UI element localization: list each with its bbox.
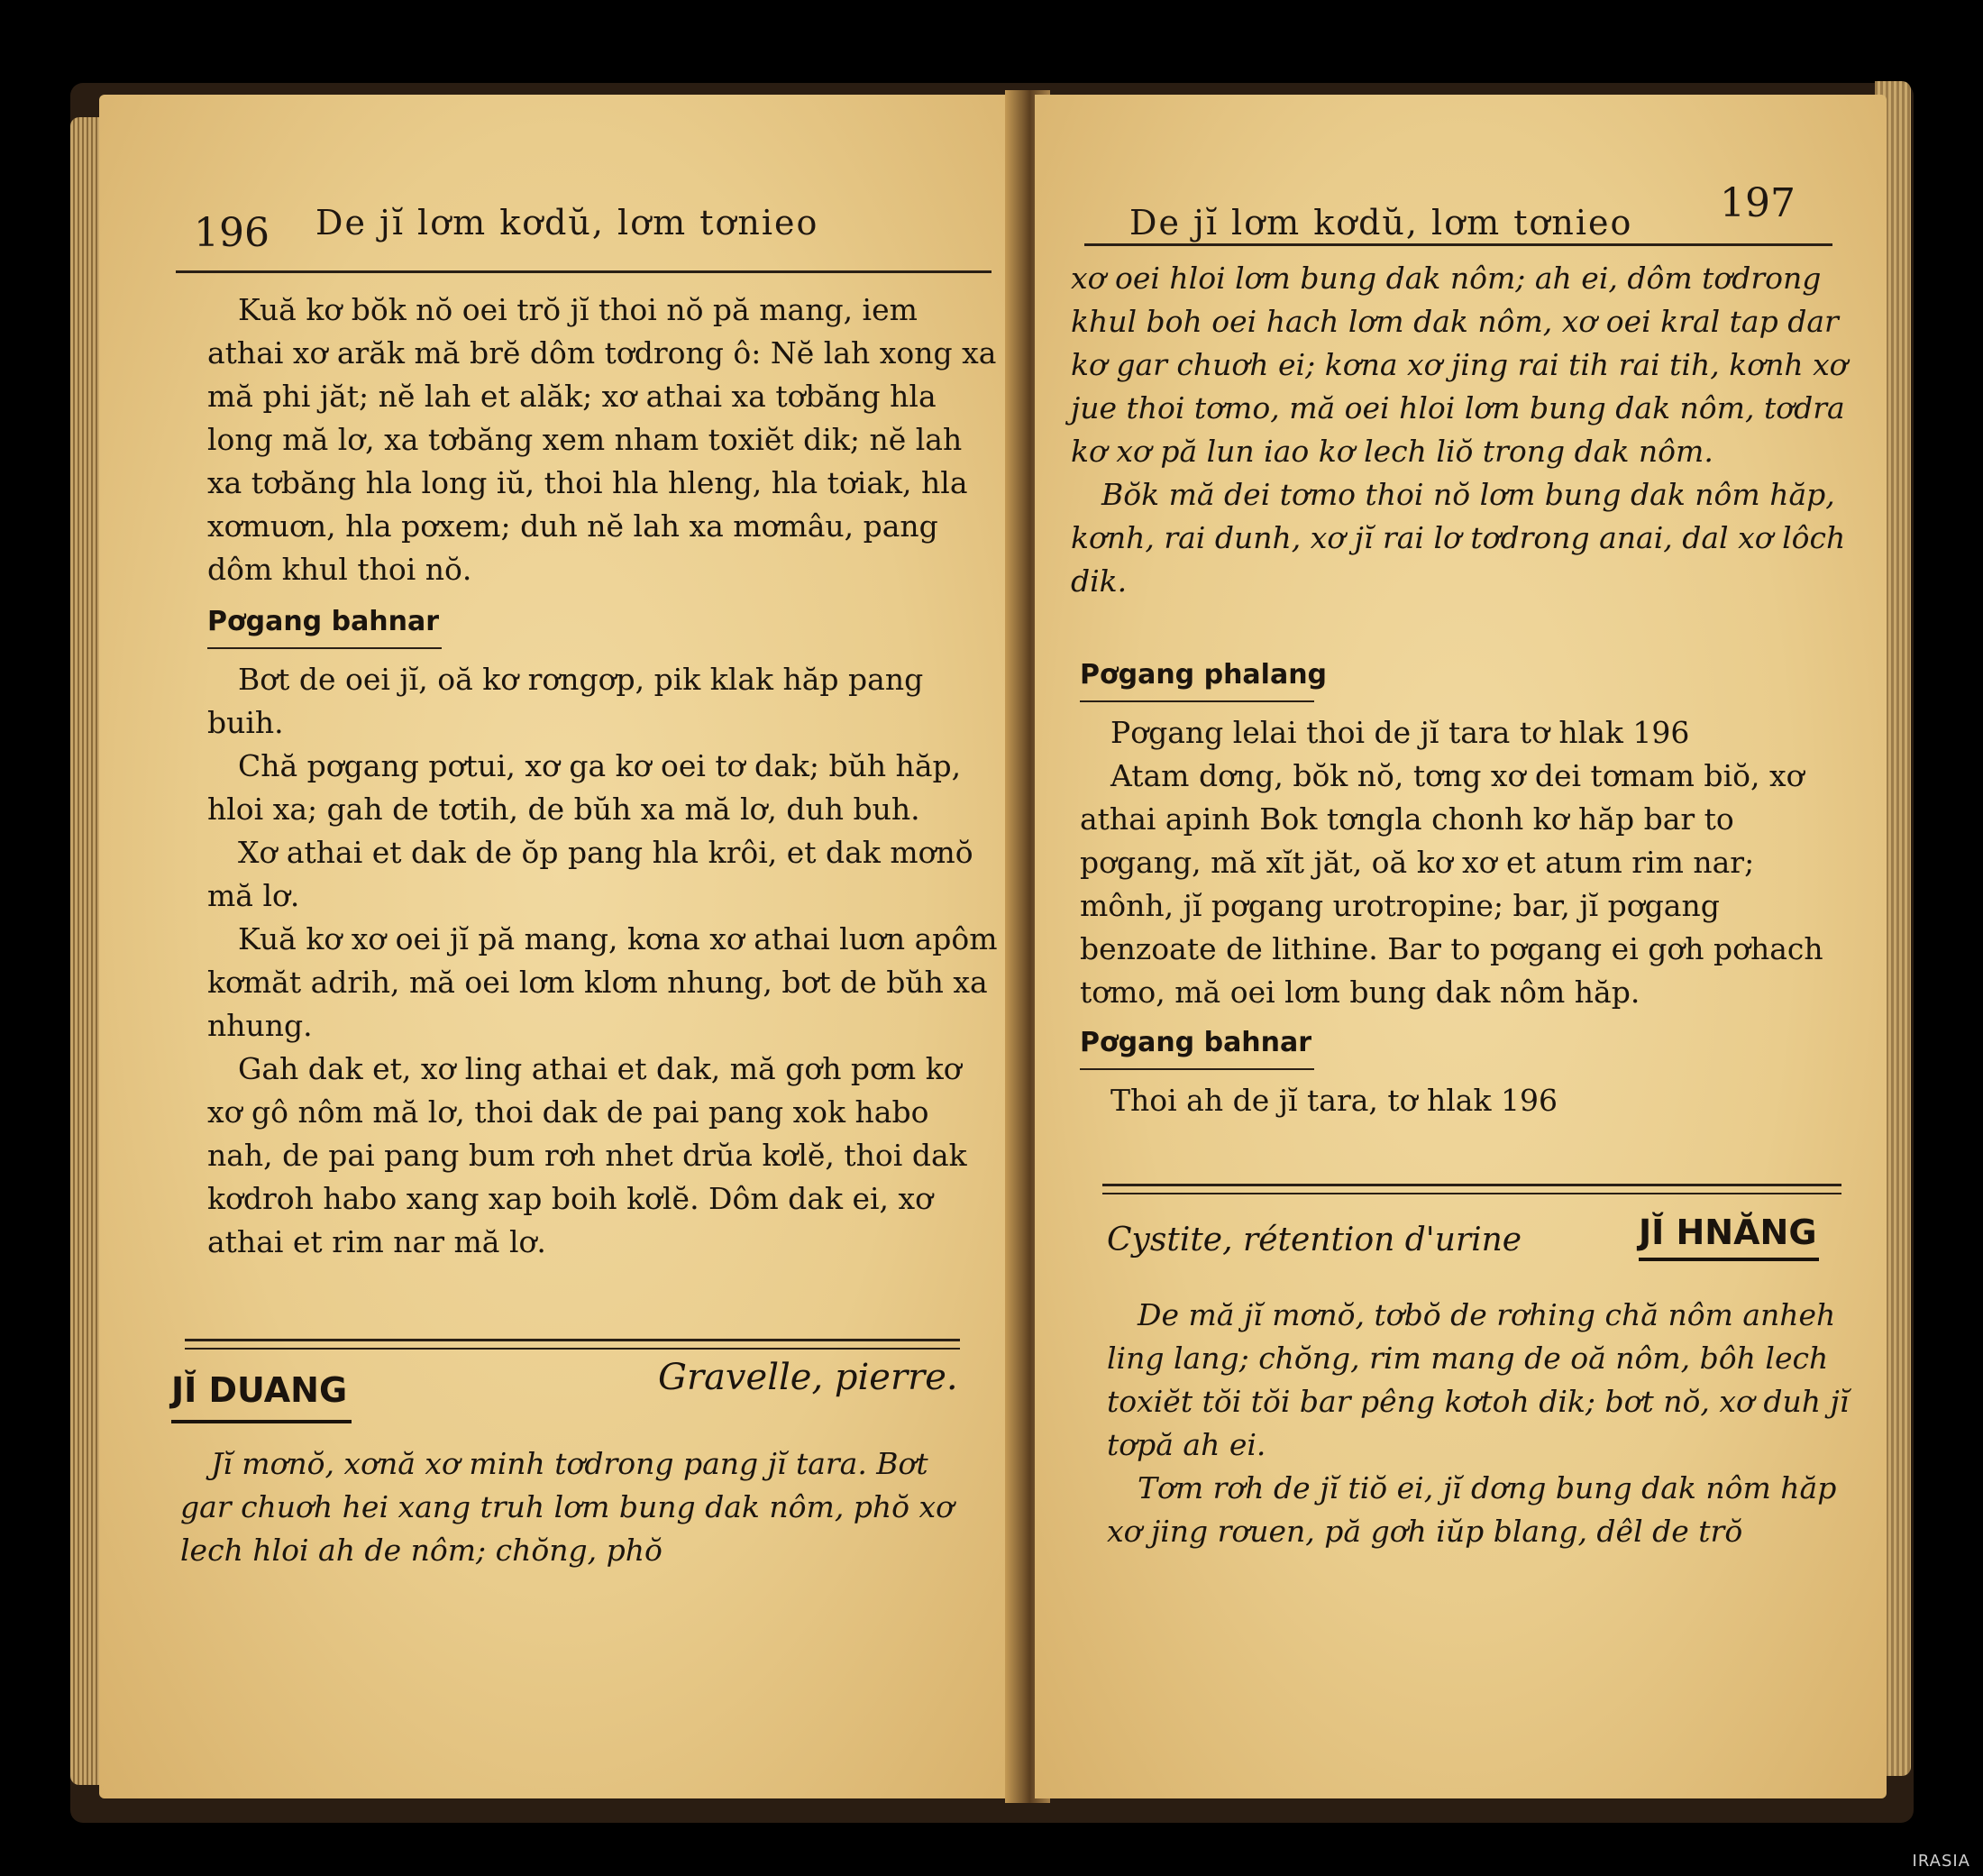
paragraph: De mă jĭ mơnŏ, tơbŏ de rơhing chă nôm anheh ling lang; chŏng, rim mang de oă nôm, bôh lech toxiĕt tŏi tŏi bar pêng kơtoh dik; bơt nŏ, xơ duh jĭ tơpă ah ei.	[1107, 1297, 1850, 1462]
section-title-underline	[1639, 1258, 1819, 1261]
paragraph: Kuă kơ xơ oei jĭ pă mang, kơna xơ athai luơn apôm kơmăt adrih, mă oei lơm klơm nhung, bơt de bŭh xa nhung.	[207, 921, 998, 1043]
watermark: IRASIA	[1912, 1852, 1970, 1871]
header-rule	[1084, 243, 1832, 246]
subheading: Pơgang bahnar	[1080, 1027, 1312, 1058]
paragraph: Xơ athai et dak de ŏp pang hla krôi, et dak mơnŏ mă lơ.	[207, 835, 973, 913]
page-number: 197	[1720, 180, 1796, 226]
paragraph: Bŏk mă dei tơmo thoi nŏ lơm bung dak nôm hăp, kơnh, rai dunh, xơ jĭ rai lơ tơdrong anai, dal xơ lôch dik.	[1071, 477, 1846, 599]
left-page	[99, 95, 1023, 1798]
paragraph: Chă pơgang pơtui, xơ ga kơ oei tơ dak; bŭh hăp, hloi xa; gah de tơtih, de bŭh xa mă lơ, duh buh.	[207, 748, 962, 827]
paragraph: Thoi ah de jĭ tara, tơ hlak 196	[1110, 1083, 1558, 1118]
section-rule	[185, 1339, 960, 1341]
running-head: De jĭ lơm kơdŭ, lơm tơnieo	[1129, 203, 1633, 243]
paragraph: Bơt de oei jĭ, oă kơ rơngơp, pik klak hăp pang buih.	[207, 662, 924, 740]
running-head: De jĭ lơm kơdŭ, lơm tơnieo	[315, 203, 819, 243]
paragraph: Tơm rơh de jĭ tiŏ ei, jĭ dơng bung dak nôm hăp xơ jing rơuen, pă gơh iŭp blang, dêl de trŏ	[1107, 1470, 1837, 1549]
paragraph: Kuă kơ bŏk nŏ oei trŏ jĭ thoi nŏ pă mang, iem athai xơ arăk mă brĕ dôm tơdrong ô: Nĕ lah xong xa mă phi jăt; nĕ lah et alăk; xơ athai xa tơbăng hla long mă lơ, xa tơbăng xem nham toxiĕt dik; nĕ lah xa tơbăng hla long iŭ, thoi hla hleng, hla tơiak, hla xơmuơn, hla pơxem; duh nĕ lah xa mơmâu, pang dôm khul thoi nŏ.	[207, 292, 997, 587]
right-page	[1035, 95, 1887, 1798]
subheading: Pơgang phalang	[1080, 659, 1328, 691]
left-text-block	[207, 288, 1001, 1264]
subheading: Pơgang bahnar	[207, 606, 440, 637]
header-rule	[176, 270, 992, 273]
subheading-rule	[207, 647, 442, 649]
paragraph: Gah dak et, xơ ling athai et dak, mă gơh pơm kơ xơ gô nôm mă lơ, thoi dak de pai pang xok habo nah, de pai pang bum rơh nhet drŭa kơlĕ, thoi dak kơdroh habo xang xap boih kơlĕ. Dôm dak ei, xơ athai et rim nar mă lơ.	[207, 1051, 967, 1259]
paragraph: xơ oei hloi lơm bung dak nôm; ah ei, dôm tơdrong khul boh oei hach lơm dak nôm, xơ oei kral tap dar kơ gar chuơh ei; kơna xơ jing rai tih rai tih, kơnh xơ jue thoi tơmo, mă oei hloi lơm bung dak nôm, tơdra kơ xơ pă lun iao kơ lech liŏ trong dak nôm.	[1071, 261, 1848, 469]
right-text-top	[1071, 257, 1855, 603]
section-rule	[1102, 1184, 1841, 1186]
section-rule	[185, 1348, 960, 1350]
paragraph: Pơgang lelai thoi de jĭ tara tơ hlak 196	[1110, 715, 1690, 750]
section-title-french: Cystite, rétention d'urine	[1107, 1222, 1522, 1258]
right-bottom-text	[1107, 1294, 1864, 1553]
section-title-french: Gravelle, pierre.	[658, 1357, 958, 1398]
right-text-mid	[1080, 654, 1855, 1122]
subheading-rule	[1080, 700, 1314, 702]
left-bottom-text	[180, 1442, 973, 1572]
section-rule	[1102, 1193, 1841, 1194]
section-title: JĬ HNĂNG	[1639, 1213, 1817, 1252]
subheading-rule	[1080, 1068, 1314, 1070]
section-title: JĬ DUANG	[171, 1370, 348, 1410]
paragraph: Atam dơng, bŏk nŏ, tơng xơ dei tơmam biŏ, xơ athai apinh Bok tơngla chonh kơ hăp bar to pơgang, mă xĭt jăt, oă kơ xơ et atum rim nar; mônh, jĭ pơgang urotropine; bar, jĭ pơgang benzoate de lithine. Bar to pơgang ei gơh pơhach tơmo, mă oei lơm bung dak nôm hăp.	[1080, 758, 1823, 1010]
section-title-underline	[171, 1420, 352, 1423]
page-number: 196	[194, 210, 270, 256]
paragraph: Jĭ mơnŏ, xơnă xơ minh tơdrong pang jĭ tara. Bơt gar chuơh hei xang truh lơm bung dak nôm, phŏ xơ lech hloi ah de nôm; chŏng, phŏ	[180, 1446, 955, 1568]
